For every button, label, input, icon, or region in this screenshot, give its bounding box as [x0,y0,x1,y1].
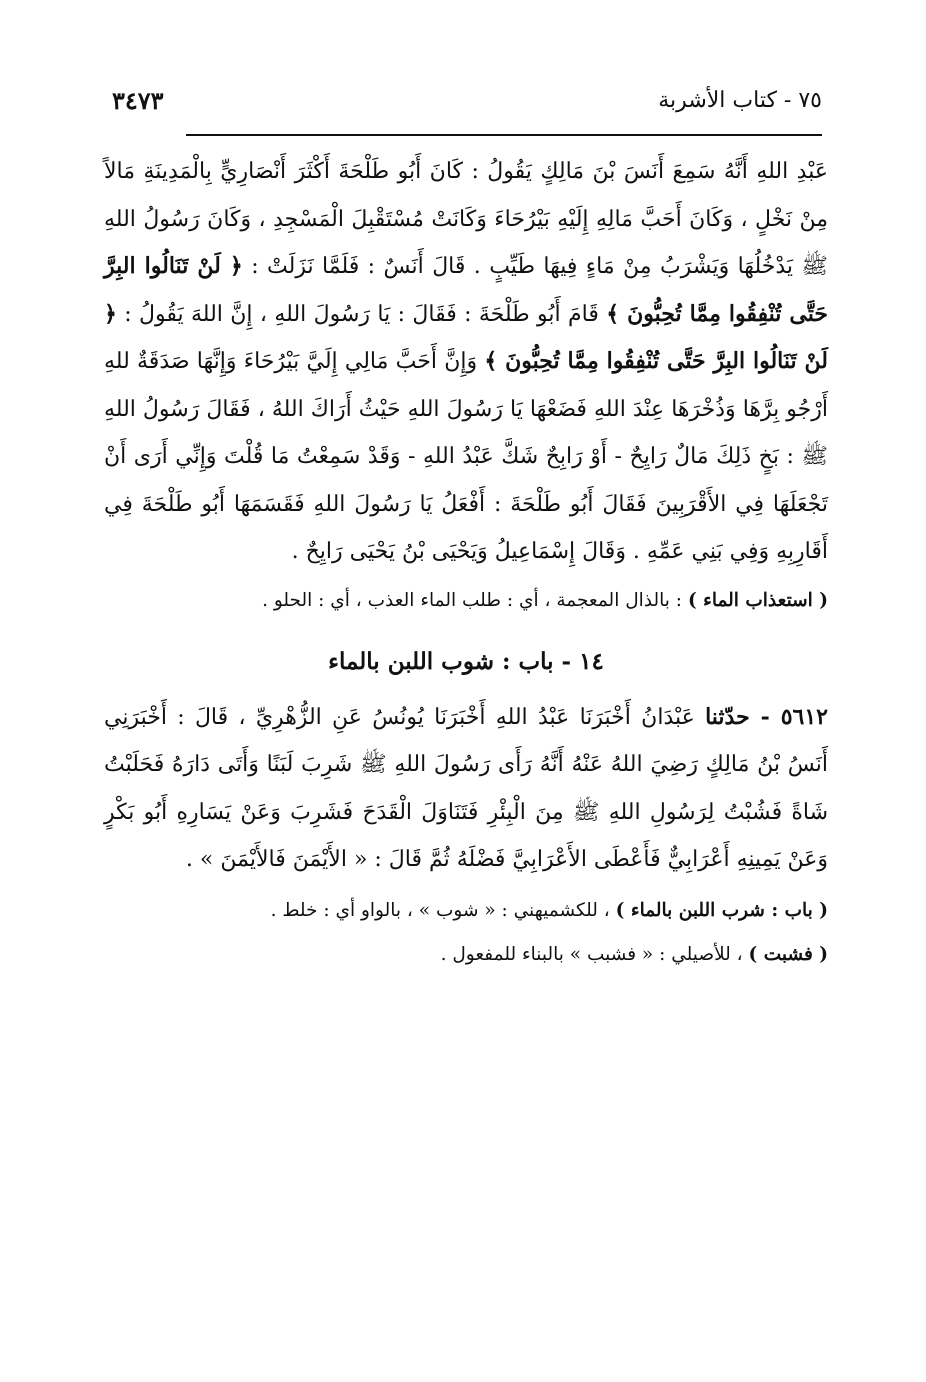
commentary-note-2 [104,892,828,930]
chapter-heading: ١٤ - باب : شوب اللبن بالماء [328,647,604,675]
running-title: ٧٥ - كتاب الأشربة [658,88,822,113]
note-1-text: : بالذال المعجمة ، أي : طلب الماء العذب ، أي : الحلو . [262,589,683,611]
header-divider [186,134,822,136]
page-number: ٣٤٧٣ [112,86,164,115]
hadith-continuation [104,148,828,576]
hadith-5612 [104,694,828,884]
commentary-note-1 [104,582,828,620]
page-header [112,88,822,128]
note-2-term: ( باب : شرب اللبن بالماء ) [615,899,828,921]
note-2-text: ، للكشميهني : « شوب » ، بالواو أي : خلط . [270,899,610,921]
hadith-text-part-1: عَبْدِ اللهِ أَنَّهُ سَمِعَ أَنَسَ بْنَ مَالِكٍ يَقُولُ : كَانَ أَبُو طَلْحَةَ أَكْثَرَ أَنْصَارِيٍّ بِالْمَدِينَةِ مَالاً مِنْ نَخْلٍ ، وَكَانَ أَحَبَّ مَالِهِ إِلَيْهِ بَيْرُحَاءَ وَكَانَتْ مُسْتَقْبِلَ الْمَسْجِدِ ، وَكَانَ رَسُولُ اللهِ ﷺ يَدْخُلُهَا وَيَشْرَبُ مِنْ مَاءٍ فِيهَا طَيِّبٍ . قَالَ أَنَسٌ : فَلَمَّا نَزَلَتْ : [104,159,828,279]
commentary-note-3 [104,936,828,974]
note-3-term: ( فشبت ) [748,943,828,965]
hadith-text-part-2: قَامَ أَبُو طَلْحَةَ : فَقَالَ : يَا رَسُولَ اللهِ ، إِنَّ اللهَ يَقُولُ : [124,301,599,327]
quran-verse-1: ﴿ لَنْ تَنَالُوا البِرَّ حَتَّى تُنْفِقُوا مِمَّا تُحِبُّونَ ﴾ [104,253,829,327]
quran-verse-2: ﴿ لَنْ تَنَالُوا البِرَّ حَتَّى تُنْفِقُوا مِمَّا تُحِبُّونَ ﴾ [104,300,828,374]
hadith-5612-text: عَبْدَانُ أَخْبَرَنَا عَبْدُ اللهِ أَخْبَرَنَا يُونُسُ عَنِ الزُّهْرِيِّ ، قَالَ : أَخْبَرَنِي أَنَسُ بْنُ مَالِكٍ رَضِيَ اللهُ عَنْهُ أَنَّهُ رَأَى رَسُولَ اللهِ ﷺ شَرِبَ لَبَنًا وَأَتَى دَارَهُ فَحَلَبْتُ شَاةً فَشُبْتُ لِرَسُولِ اللهِ ﷺ مِنَ الْبِئْرِ فَتَنَاوَلَ الْقَدَحَ فَشَرِبَ وَعَنْ يَسَارِهِ أَبُو بَكْرٍ وَعَنْ يَمِينِهِ أَعْرَابِيٌّ فَأَعْطَى الأَعْرَابِيَّ فَضْلَهُ ثُمَّ قَالَ : « الأَيْمَنَ فَالأَيْمَنَ » . [104,704,828,872]
note-1-term: ( استعذاب الماء ) [687,589,828,611]
hadith-number: ٥٦١٢ - حدّثنا [705,703,828,730]
hadith-text-part-3: وَإِنَّ أَحَبَّ مَالِي إِلَيَّ بَيْرُحَاءَ وَإِنَّهَا صَدَقَةٌ للهِ أَرْجُو بِرَّهَا وَذُخْرَهَا عِنْدَ اللهِ فَضَعْهَا يَا رَسُولَ اللهِ حَيْثُ أَرَاكَ اللهُ ، فَقَالَ رَسُولُ اللهِ ﷺ : بَخٍ ذَلِكَ مَالٌ رَايِحٌ - أَوْ رَابِحٌ شَكَّ عَبْدُ اللهِ - وَقَدْ سَمِعْتُ مَا قُلْتَ وَإِنِّي أَرَى أَنْ تَجْعَلَهَا فِي الأَقْرَبِينَ فَقَالَ أَبُو طَلْحَةَ : أَفْعَلُ يَا رَسُولَ اللهِ فَقَسَمَهَا أَبُو طَلْحَةَ فِي أَقَارِبِهِ وَفِي بَنِي عَمِّهِ . وَقَالَ إِسْمَاعِيلُ وَيَحْيَى بْنُ يَحْيَى رَايِحٌ . [104,349,828,564]
note-3-text: ، للأصيلي : « فشبب » بالبناء للمفعول . [440,943,743,965]
page-body [104,148,828,974]
